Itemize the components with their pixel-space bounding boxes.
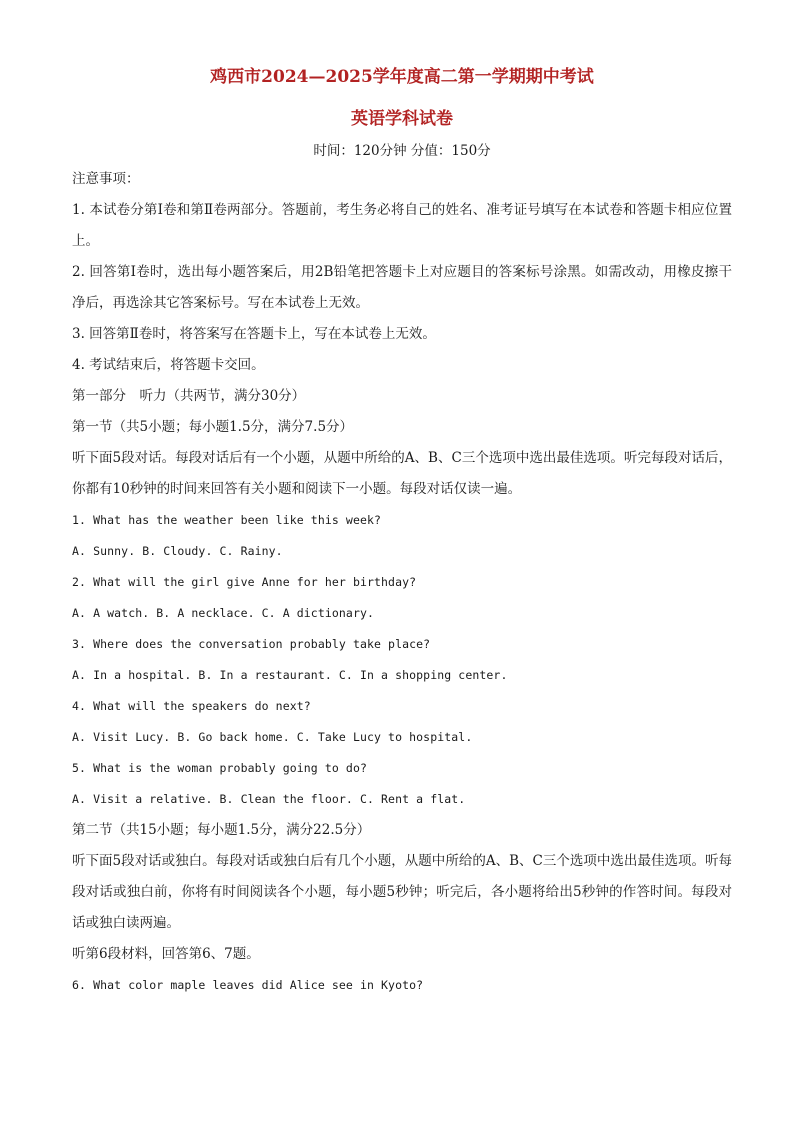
question-6: 6. What color maple leaves did Alice see in Kyoto? bbox=[72, 978, 424, 992]
note-item-3: 3. 回答第Ⅱ卷时，将答案写在答题卡上，写在本试卷上无效。 bbox=[72, 326, 436, 342]
question-3: 3. Where does the conversation probably take place? bbox=[72, 637, 431, 651]
question-1-options: A. Sunny. B. Cloudy. C. Rainy. bbox=[72, 544, 283, 558]
section1-heading: 第一节（共5小题；每小题1.5分，满分7.5分） bbox=[72, 419, 354, 435]
question-4-options: A. Visit Lucy. B. Go back home. C. Take Lucy to hospital. bbox=[72, 730, 473, 744]
question-2-options: A. A watch. B. A necklace. C. A dictionary. bbox=[72, 606, 375, 620]
note-item-2: 2. 回答第Ⅰ卷时，选出每小题答案后，用2B铅笔把答题卡上对应题目的答案标号涂黑。如需改动，用橡皮擦干净后，再选涂其它答案标号。写在本试卷上无效。 bbox=[72, 264, 732, 311]
question-4: 4. What will the speakers do next? bbox=[72, 699, 311, 713]
section1-instructions: 听下面5段对话。每段对话后有一个小题，从题中所给的A、B、C三个选项中选出最佳选项。听完每段对话后，你都有10秒钟的时间来回答有关小题和阅读下一小题。每段对话仅读一遍。 bbox=[72, 450, 732, 497]
exam-meta: 时间：120分钟 分值：150分 bbox=[313, 143, 491, 159]
exam-body bbox=[72, 164, 732, 1001]
note-item-4: 4. 考试结束后，将答题卡交回。 bbox=[72, 357, 265, 373]
exam-page bbox=[72, 62, 732, 1001]
part1-heading: 第一部分 听力（共两节，满分30分） bbox=[72, 388, 306, 404]
material-intro: 听第6段材料，回答第6、7题。 bbox=[72, 946, 260, 962]
question-1: 1. What has the weather been like this week? bbox=[72, 513, 382, 527]
exam-title: 鸡西市2024—2025学年度高二第一学期期中考试 bbox=[210, 67, 594, 87]
notes-heading: 注意事项： bbox=[72, 171, 140, 187]
question-3-options: A. In a hospital. B. In a restaurant. C. In a shopping center. bbox=[72, 668, 508, 682]
section2-heading: 第二节（共15小题；每小题1.5分，满分22.5分） bbox=[72, 822, 371, 838]
note-item-1: 1. 本试卷分第Ⅰ卷和第Ⅱ卷两部分。答题前，考生务必将自己的姓名、准考证号填写在本试卷和答题卡相应位置上。 bbox=[72, 202, 732, 249]
question-5-options: A. Visit a relative. B. Clean the floor. C. Rent a flat. bbox=[72, 792, 466, 806]
question-5: 5. What is the woman probably going to do? bbox=[72, 761, 367, 775]
question-2: 2. What will the girl give Anne for her birthday? bbox=[72, 575, 417, 589]
section2-instructions: 听下面5段对话或独白。每段对话或独白后有几个小题，从题中所给的A、B、C三个选项中选出最佳选项。听每段对话或独白前，你将有时间阅读各个小题，每小题5秒钟；听完后，各小题将给出5秒钟的作答时间。每段对话或独白读两遍。 bbox=[72, 853, 732, 931]
exam-subtitle: 英语学科试卷 bbox=[351, 109, 453, 129]
